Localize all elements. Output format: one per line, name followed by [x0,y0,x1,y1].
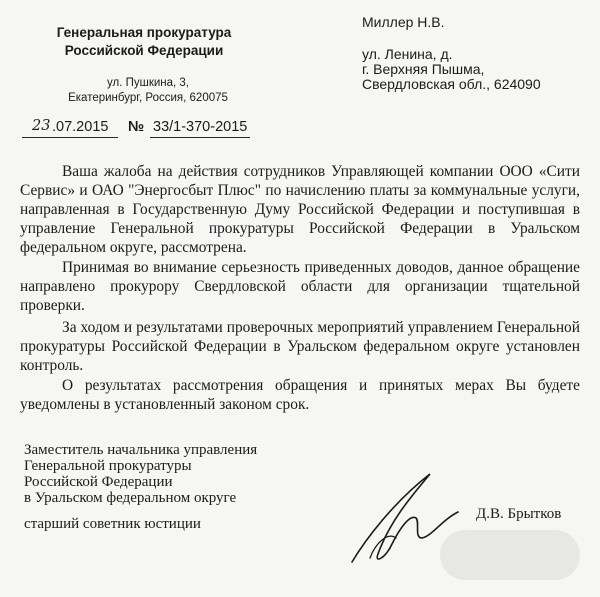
number-underline [150,137,250,138]
registration-number-sign: № [128,119,145,135]
registration-number: 33/1-370-2015 [153,119,248,135]
date-underline [22,137,118,138]
sender-address-line1: ул. Пушкина, 3, [106,77,190,89]
sender-org-line2: Российской Федерации [64,43,224,58]
recipient-name: Миллер Н.В. [362,14,445,30]
registration-date-day: 23 [32,118,51,134]
signatory-rank: старший советник юстиции [24,516,201,532]
signatory-name: Д.В. Брытков [476,506,562,522]
recipient-address-line1: ул. Ленина, д. [362,46,453,62]
faded-stamp-mark [440,530,580,580]
signatory-title-line1: Заместитель начальника управления [24,442,258,458]
body-paragraph-3: За ходом и результатами проверочных мероприятий управлением Генеральной прокуратуры Российской Федерации в Уральском федеральном округе установлен контроль. [20,319,580,374]
sender-org-line1: Генеральная прокуратура [56,25,232,40]
signatory-title-line2: Генеральной прокуратуры [24,458,192,474]
sender-address-line2: Екатеринбург, Россия, 620075 [68,92,228,104]
recipient-address-line3: Свердловская обл., 624090 [362,76,541,92]
registration-date: .07.2015 [52,119,109,135]
signatory-title-line3: Российской Федерации [24,474,173,490]
signatory-title-line4: в Уральском федеральном округе [24,490,237,506]
body-paragraph-2: Принимая во внимание серьезность приведенных доводов, данное обращение направлено прокурору Свердловской области для организации тщательной проверки. [20,259,580,314]
body-paragraph-4: О результатах рассмотрения обращения и принятых мерах Вы будете уведомлены в установленный законом срок. [20,377,580,413]
recipient-address-line2: г. Верхняя Пышма, [362,61,485,77]
body-paragraph-1: Ваша жалоба на действия сотрудников Управляющей компании ООО «Сити Сервис» и ОАО "Энергосбыт Плюс" по начислению платы за коммунальные услуги, направленная в Государственную Думу Российской Федерации и поступившая в управление Генеральной прокуратуры Российской Федерации в Уральском федеральном округе, рассмотрена. [20,163,580,256]
